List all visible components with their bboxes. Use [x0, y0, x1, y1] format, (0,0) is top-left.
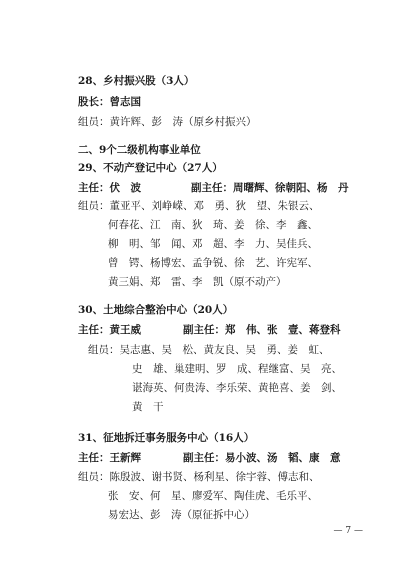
- section-28-head: 股长：曾志国: [78, 96, 141, 108]
- section-31-members-1: 组员：陈殷波、谢书贤、杨利星、徐宇蓉、傅志和、: [78, 471, 320, 483]
- section-31-members-3: 易宏达、彭 涛（原征拆中心）: [108, 509, 255, 521]
- section-29-leaders: [78, 182, 385, 195]
- section-30-members-4: 黄 干: [132, 401, 164, 413]
- page-number: — 7 —: [333, 526, 363, 536]
- section-30-title: 30、土地综合整治中心（20人）: [78, 304, 234, 316]
- section-31-title: 31、征地拆迁事务服务中心（16人）: [78, 432, 255, 444]
- section-30-members-3: 谌海英、何贵涛、李乐荣、黄艳喜、姜 剑、: [132, 382, 342, 394]
- section-31-director: 主任：王新辉: [78, 452, 141, 464]
- section-29-members-5: 黄三娟、郑 雷、李 凯（原不动产）: [108, 276, 287, 288]
- section-29-members-4: 曾 锷、杨博宏、孟争锐、徐 艺、许宪军、: [108, 257, 318, 269]
- section-29-members-3: 柳 明、邹 闻、邓 超、李 力、吴佳兵、: [108, 238, 318, 250]
- section-29-director: 主任：伏 波: [78, 182, 141, 194]
- section-30-members-1: 组员：吴志惠、吴 松、黄友良、吴 勇、姜 虹、: [88, 344, 330, 356]
- section-29-members-1: 组员：董亚平、刘峥嵘、邓 勇、狄 望、朱银云、: [78, 200, 320, 212]
- section-30-deputy: 副主任：郑 伟、张 壹、蒋登科: [183, 324, 341, 336]
- section-31-leaders: [78, 452, 385, 465]
- section-31-deputy: 副主任：易小波、汤 韬、康 意: [183, 452, 341, 464]
- section-29-deputy: 副主任：周曙辉、徐朝阳、杨 丹: [191, 182, 349, 194]
- section-28-title: 28、乡村振兴股（3人）: [78, 75, 195, 87]
- section-29-title: 29、不动产登记中心（27人）: [78, 162, 223, 174]
- section-30-director: 主任：黄王威: [78, 324, 141, 336]
- section-30-leaders: [78, 324, 385, 337]
- section-29-members-2: 何春花、江 南、狄 琦、姜 徐、李 鑫、: [108, 219, 318, 231]
- section-2-title: 二、9个二级机构事业单位: [78, 144, 201, 156]
- section-28-members: 组员：黄许辉、彭 涛（原乡村振兴）: [78, 116, 257, 128]
- section-30-members-2: 史 雄、巢建明、罗 成、程继富、吴 亮、: [132, 363, 342, 375]
- section-31-members-2: 张 安、何 星、廖爱军、陶佳虎、毛乐平、: [108, 490, 318, 502]
